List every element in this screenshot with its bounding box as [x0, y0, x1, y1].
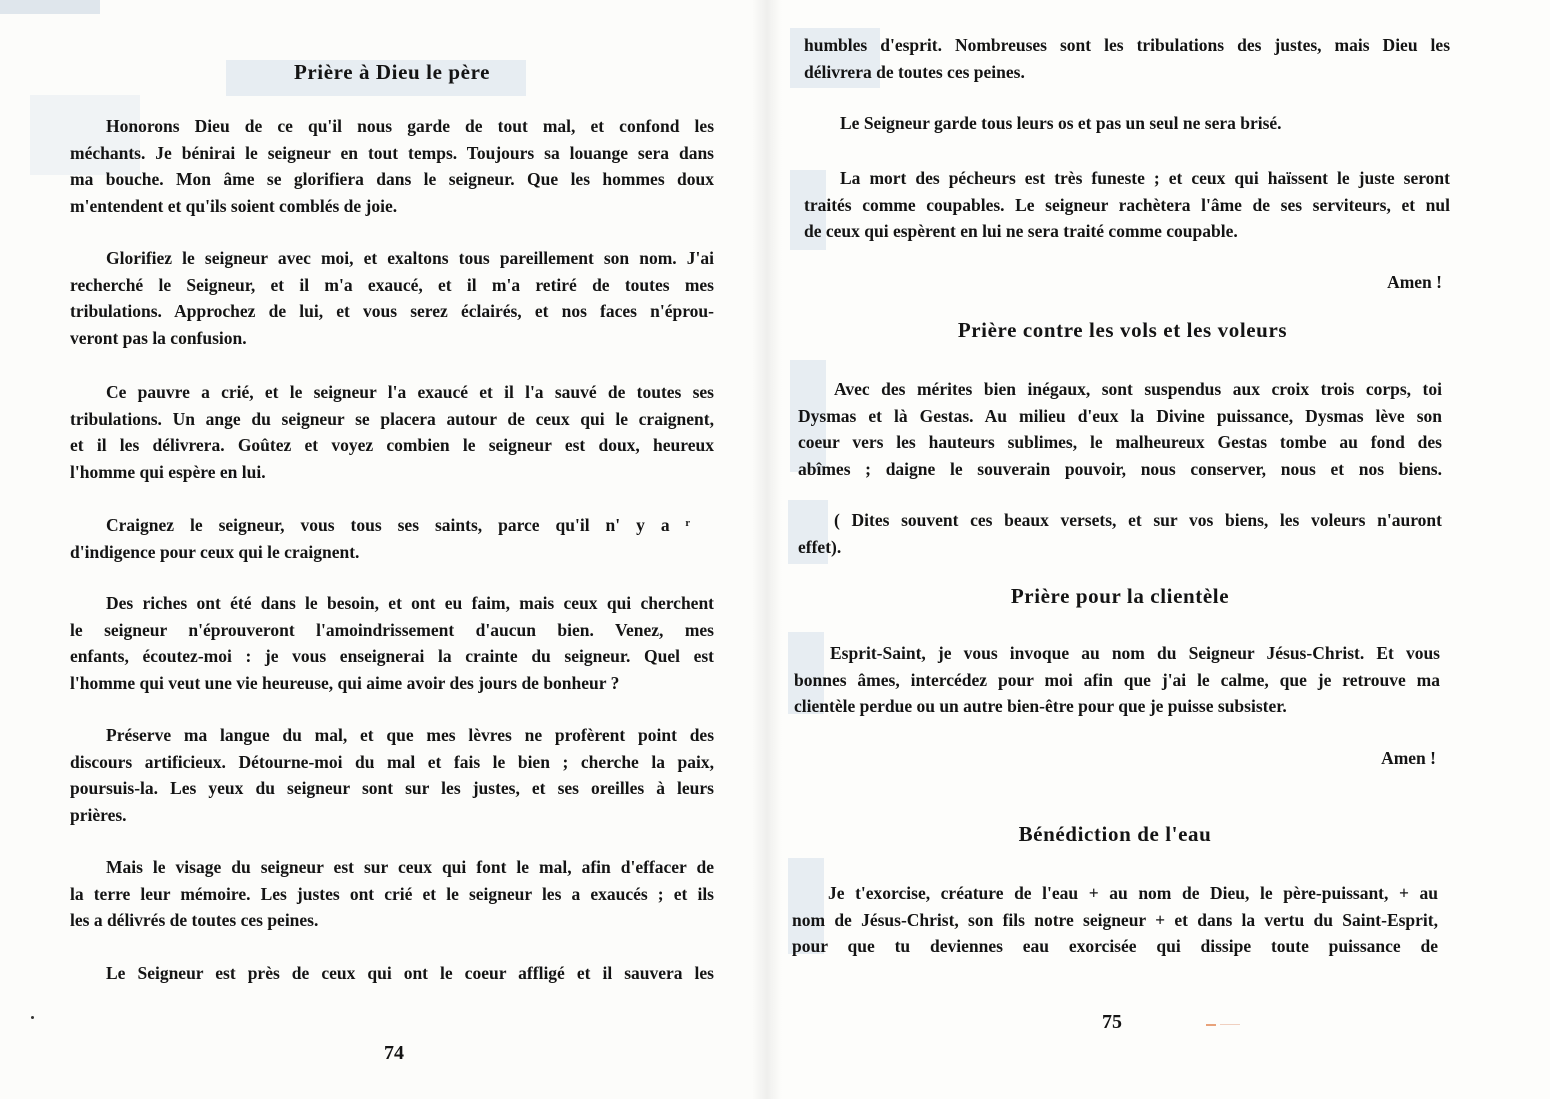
scan-corner-tint — [0, 0, 100, 14]
text-line: Craignez le seigneur, vous tous ses saints, parce qu'il n' y a ʳ — [106, 515, 690, 535]
heading-clientele: Prière pour la clientèle — [1010, 584, 1230, 608]
heading-priere-dieu-pere: Prière à Dieu le père — [293, 60, 491, 84]
paragraph-mort-pecheurs — [804, 165, 1450, 245]
paragraph-seigneur-pres — [70, 960, 714, 987]
book-gutter — [752, 0, 782, 1099]
text-line: le seigneur n'éprouveront l'amoindrissement d'aucun bien. Venez, mes — [70, 619, 714, 640]
text-line: Honorons Dieu de ce qu'il nous garde de tout mal, et confond les — [106, 116, 714, 136]
paragraph-clientele — [794, 640, 1440, 720]
text-line: Le Seigneur est près de ceux qui ont le coeur affligé et il sauvera les — [106, 963, 714, 983]
paragraph-glorifiez — [70, 245, 714, 351]
text-line: la terre leur mémoire. Les justes ont crié et le seigneur les a exaucés ; et ils — [70, 883, 714, 904]
text-line: d'indigence pour ceux qui le craignent. — [70, 541, 360, 562]
text-line: discours artificieux. Détourne-moi du mal et fais le bien ; cherche la paix, — [70, 751, 714, 772]
paragraph-pauvre — [70, 379, 714, 485]
text-line: Mais le visage du seigneur est sur ceux qui font le mal, afin d'effacer de — [106, 857, 714, 877]
text-line: enfants, écoutez-moi : je vous enseignerai la crainte du seigneur. Quel est — [70, 646, 714, 666]
paragraph-continuation — [804, 32, 1450, 85]
text-line: Le Seigneur garde tous leurs os et pas un seul ne sera brisé. — [840, 113, 1282, 133]
text-line: abîmes ; daigne le souverain pouvoir, nous conserver, nous et nos biens. — [798, 458, 1442, 479]
text-line: nom de Jésus-Christ, son fils notre seigneur + et dans la vertu du Saint-Esprit, — [792, 909, 1438, 930]
text-line: Dysmas et là Gestas. Au milieu d'eux la Divine puissance, Dysmas lève son — [798, 405, 1442, 426]
text-line: effet). — [798, 536, 842, 557]
text-line: veront pas la confusion. — [70, 327, 247, 348]
text-line: clientèle perdue ou un autre bien-être pour que je puisse subsister. — [794, 696, 1287, 716]
paragraph-exorcise — [792, 880, 1438, 960]
text-line: ma bouche. Mon âme se glorifiera dans le seigneur. Que les hommes doux — [70, 169, 714, 189]
text-line: l'homme qui veut une vie heureuse, qui aime avoir des jours de bonheur ? — [70, 672, 620, 693]
text-line: pour que tu deviennes eau exorcisée qui dissipe toute puissance de — [792, 936, 1438, 956]
page-number-right: 75 — [1102, 1011, 1122, 1033]
paragraph-riches — [70, 590, 714, 696]
amen-1: Amen ! — [1387, 272, 1442, 292]
paragraph-dites-souvent — [798, 507, 1442, 560]
text-line: Avec des mérites bien inégaux, sont suspendus aux croix trois corps, toi — [834, 379, 1442, 399]
paragraph-preserve — [70, 722, 714, 828]
text-line: bonnes âmes, intercédez pour moi afin que j'ai le calme, que je retrouve ma — [794, 669, 1440, 690]
paragraph-vols — [798, 376, 1442, 482]
paragraph-seigneur-garde — [804, 110, 1450, 137]
text-line: Des riches ont été dans le besoin, et ont eu faim, mais ceux qui cherchent — [106, 593, 714, 613]
text-line: poursuis-la. Les yeux du seigneur sont sur les justes, et ses oreilles à leurs — [70, 778, 714, 798]
text-line: prières. — [70, 804, 127, 825]
page-number-left: 74 — [384, 1042, 404, 1064]
text-line: Glorifiez le seigneur avec moi, et exaltons tous pareillement son nom. J'ai — [106, 248, 714, 268]
left-page — [0, 0, 770, 1099]
text-line: méchants. Je bénirai le seigneur en tout temps. Toujours sa louange sera dans — [70, 142, 714, 163]
paragraph-visage — [70, 854, 714, 934]
heading-vols-voleurs: Prière contre les vols et les voleurs — [957, 318, 1288, 342]
amen-2: Amen ! — [1381, 748, 1436, 768]
text-line: les a délivrés de toutes ces peines. — [70, 910, 319, 930]
text-line: Je t'exorcise, créature de l'eau + au nom de Dieu, le père-puissant, + au — [828, 883, 1438, 903]
scan-speck — [1206, 1024, 1216, 1026]
text-line: Esprit-Saint, je vous invoque au nom du Seigneur Jésus-Christ. Et vous — [830, 643, 1440, 663]
text-line: La mort des pécheurs est très funeste ; et ceux qui haïssent le juste seront — [840, 168, 1450, 188]
text-line: humbles d'esprit. Nombreuses sont les tribulations des justes, mais Dieu les — [804, 35, 1450, 55]
text-line: et il les délivrera. Goûtez et voyez combien le seigneur est doux, heureux — [70, 435, 714, 455]
right-page — [770, 0, 1550, 1099]
text-line: m'entendent et qu'ils soient comblés de joie. — [70, 195, 398, 216]
text-line: Ce pauvre a crié, et le seigneur l'a exaucé et il l'a sauvé de toutes ses — [106, 382, 714, 402]
scan-speck — [31, 1016, 34, 1019]
text-line: tribulations. Un ange du seigneur se placera autour de ceux qui le craignent, — [70, 408, 714, 429]
text-line: traités comme coupables. Le seigneur rachètera l'âme de ses serviteurs, et nul — [804, 194, 1450, 215]
paragraph-honorons — [70, 113, 714, 219]
text-line: tribulations. Approchez de lui, et vous serez éclairés, et nos faces n'éprou- — [70, 301, 714, 321]
paragraph-craignez — [70, 512, 714, 565]
text-line: délivrera de toutes ces peines. — [804, 61, 1025, 82]
text-line: Préserve ma langue du mal, et que mes lèvres ne profèrent point des — [106, 725, 714, 745]
heading-benediction-eau: Bénédiction de l'eau — [1018, 822, 1212, 846]
text-line: recherché le Seigneur, et il m'a exaucé, et il m'a retiré de toutes mes — [70, 274, 714, 295]
text-line: l'homme qui espère en lui. — [70, 461, 266, 482]
scan-speck — [1220, 1024, 1240, 1025]
text-line: coeur vers les hauteurs sublimes, le malheureux Gestas tombe au fond des — [798, 432, 1442, 452]
text-line: de ceux qui espèrent en lui ne sera traité comme coupable. — [804, 221, 1238, 241]
text-line: ( Dites souvent ces beaux versets, et sur vos biens, les voleurs n'auront — [834, 510, 1442, 530]
